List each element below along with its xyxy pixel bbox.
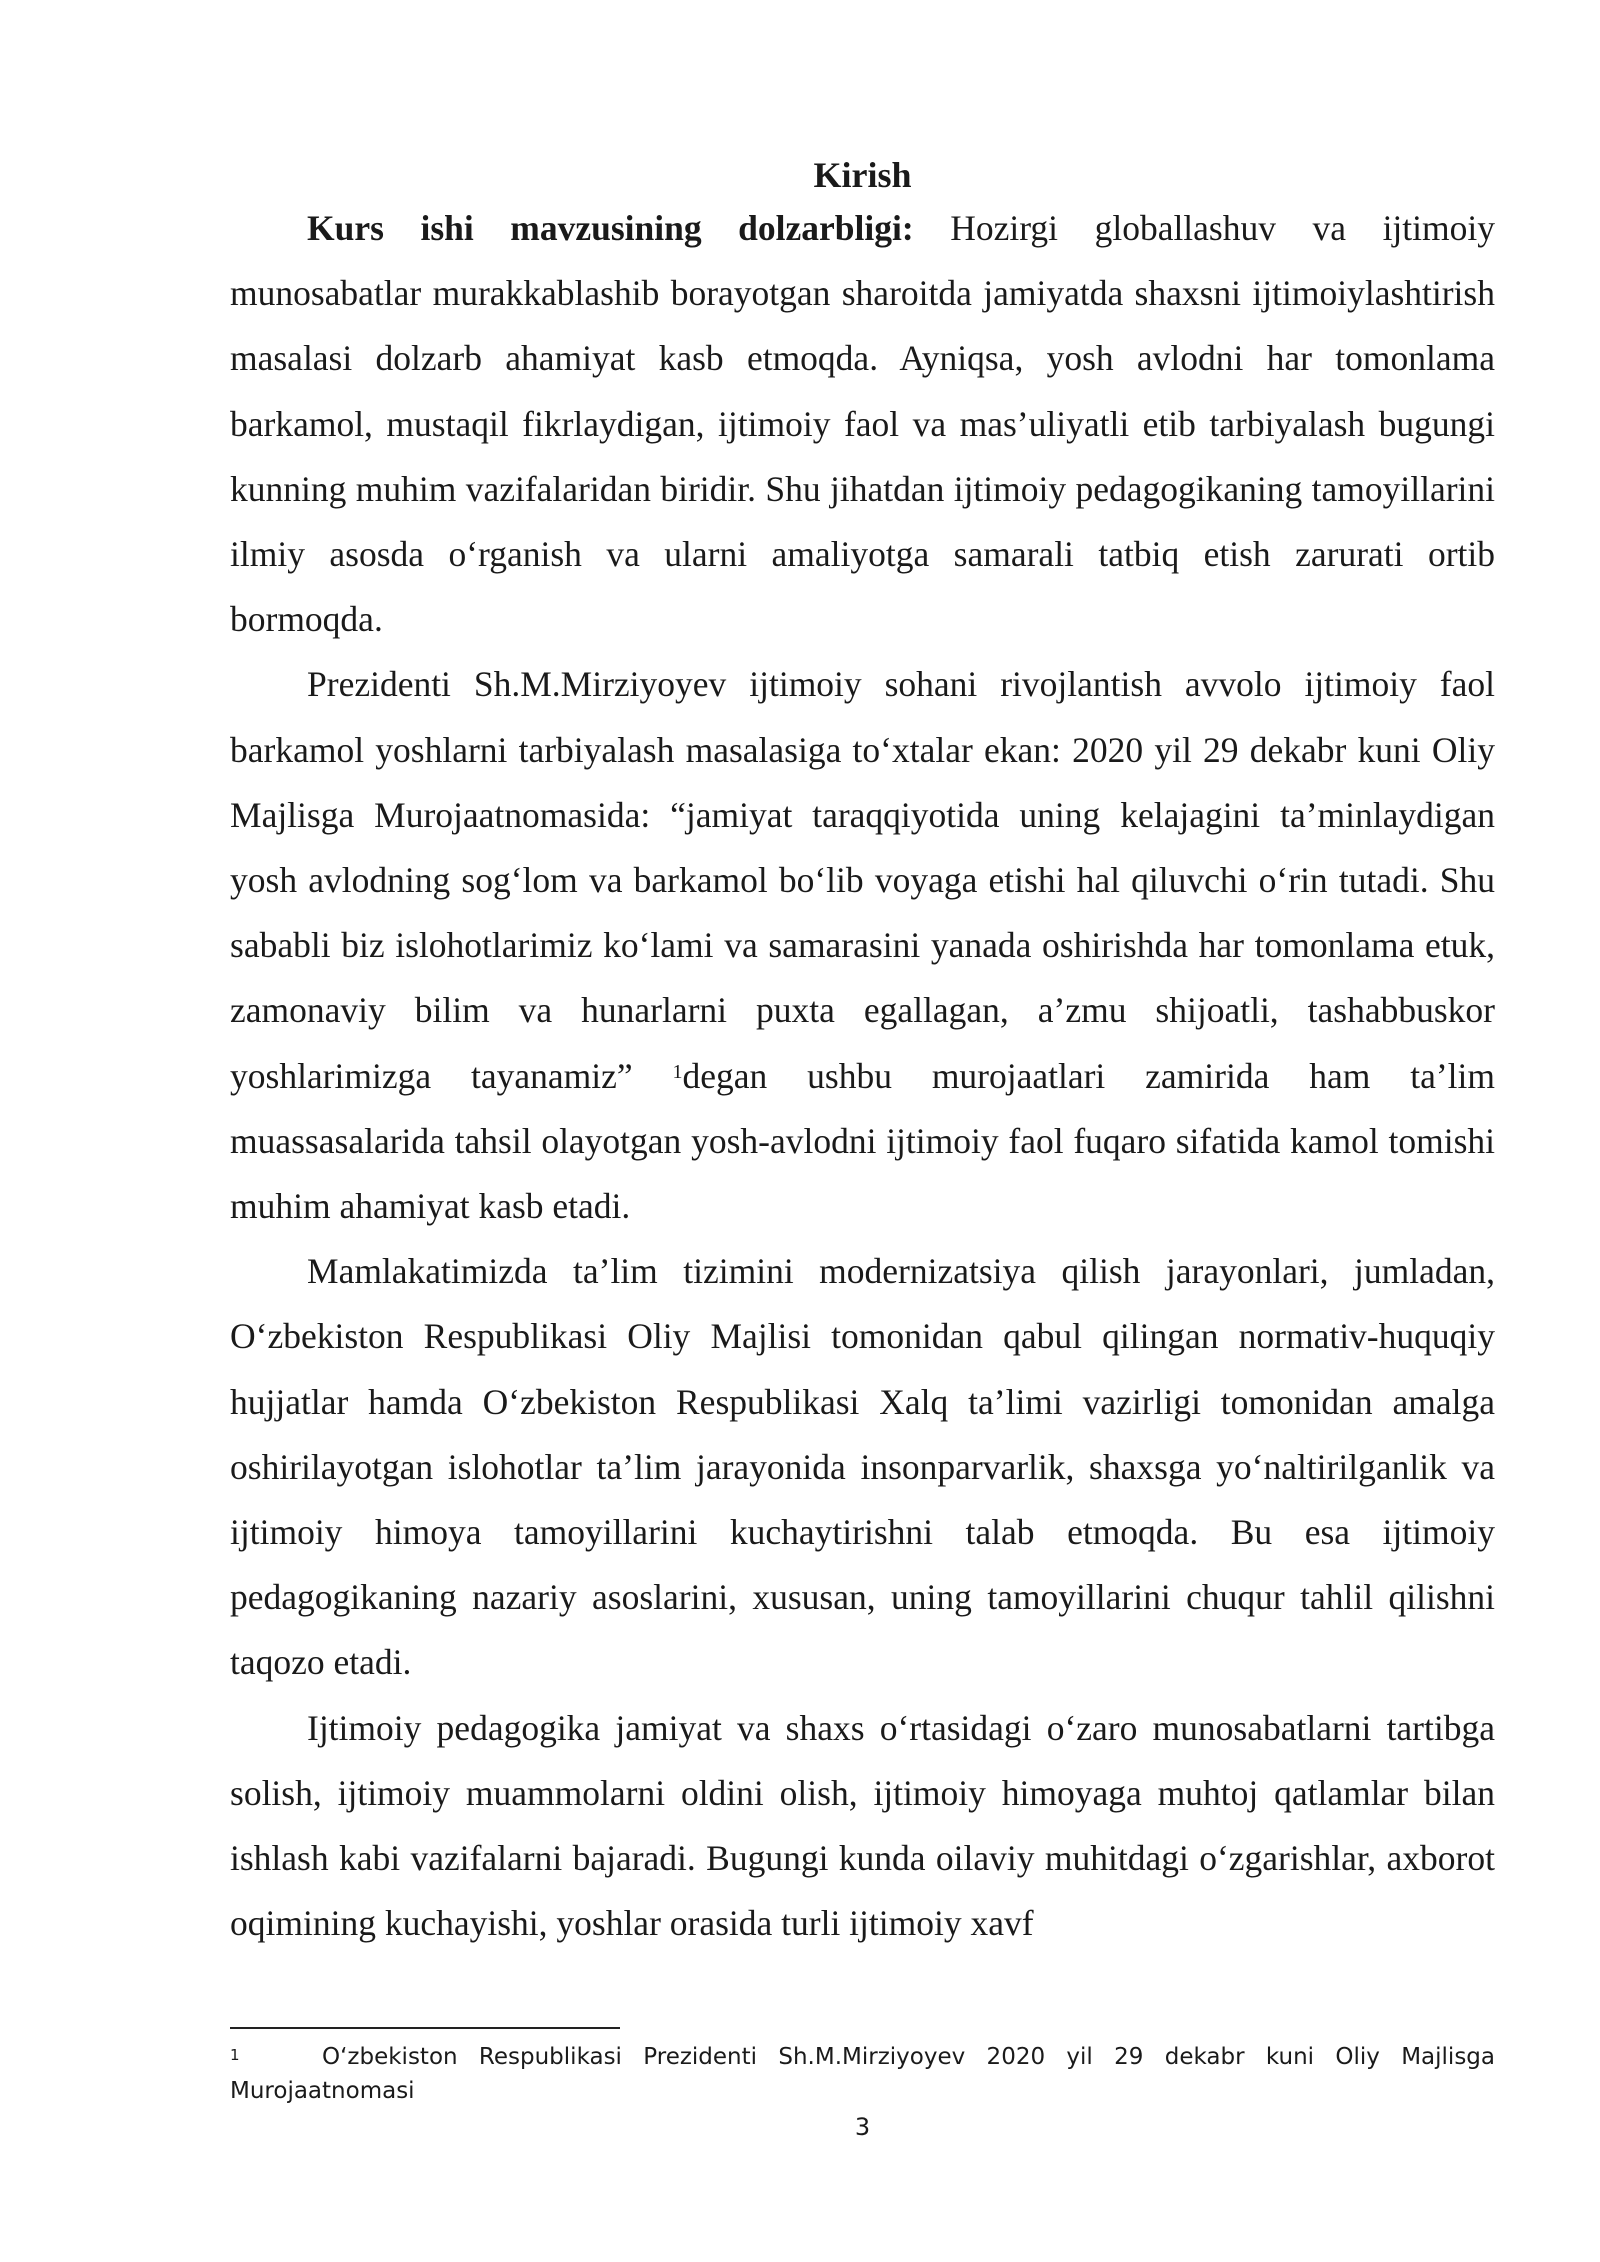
- paragraph-text: Ijtimoiy pedagogika jamiyat va shaxs o‘rtasidagi o‘zaro munosabatlarni tartibga solish, ijtimoiy muammolarni oldini olish, ijtimoiy himoyaga muhtoj qatlamlar bilan ishlash kabi vazifalarni bajaradi. Bugungi kunda oilaviy muhitdagi o‘zgarishlar, axborot oqimining kuchayishi, yoshlar orasida turli ijtimoiy xavf: [230, 1707, 1495, 1944]
- paragraph-lead: Kurs ishi mavzusining dolzarbligi:: [307, 208, 914, 248]
- paragraph-president-quote: [230, 652, 1495, 1239]
- page-number: 3: [854, 2113, 871, 2141]
- paragraph-text: Mamlakatimizda ta’lim tizimini modernizatsiya qilish jarayonlari, jumladan, O‘zbekiston Respublikasi Oliy Majlisi tomonidan qabul qilingan normativ-huquqiy hujjatlar hamda O‘zbekiston Respublikasi Xalq ta’limi vazirligi tomonidan amalga oshirilayotgan islohotlar ta’lim jarayonida insonparvarlik, shaxsga yo‘naltirilganlik va ijtimoiy himoya tamoyillarini kuchaytirishni talab etmoqda. Bu esa ijtimoiy pedagogikaning nazariy asoslarini, xususan, uning tamoyillarini chuqur tahlil qilishni taqozo etadi.: [230, 1251, 1495, 1683]
- section-title: Kirish: [813, 155, 912, 195]
- paragraph-text: Hozirgi globallashuv va ijtimoiy munosabatlar murakkablashib borayotgan sharoitda jamiyatda shaxsni ijtimoiylashtirish masalasi dolzarb ahamiyat kasb etmoqda. Ayniqsa, yosh avlodni har tomonlama barkamol, mustaqil fikrlaydigan, ijtimoiy faol va mas’uliyatli etib tarbiyalash bugungi kunning muhim vazifalaridan biridir. Shu jihatdan ijtimoiy pedagogikaning tamoyillarini ilmiy asosda o‘rganish va ularni amaliyotga samarali tatbiq etish zarurati ortib bormoqda.: [230, 208, 1495, 640]
- footnote-separator: [230, 2027, 620, 2029]
- footnote: [230, 2040, 1495, 2108]
- paragraph-modernization: [230, 1239, 1495, 1695]
- footnote-reference[interactable]: 1: [672, 1060, 683, 1083]
- footnote-text: O‘zbekiston Respublikasi Prezidenti Sh.M.Mirziyoyev 2020 yil 29 dekabr kuni Oliy Majlisga Murojaatnomasi: [230, 2044, 1495, 2104]
- body-text: [230, 196, 1495, 1956]
- paragraph-social-pedagogy: [230, 1696, 1495, 1957]
- paragraph-relevance: [230, 196, 1495, 652]
- paragraph-text: degan ushbu murojaatlari zamirida ham ta’lim muassasalarida tahsil olayotgan yosh-avlodni ijtimoiy faol fuqaro sifatida kamol tomishi muhim ahamiyat kasb etadi.: [230, 1055, 1495, 1227]
- footnote-number: 1: [230, 2046, 240, 2064]
- paragraph-text: Prezidenti Sh.M.Mirziyoyev ijtimoiy sohani rivojlantish avvolo ijtimoiy faol barkamol yoshlarni tarbiyalash masalasiga to‘xtalar ekan: 2020 yil 29 dekabr kuni Oliy Majlisga Murojaatnomasida: “jamiyat taraqqiyotida uning kelajagini ta’minlaydigan yosh avlodning sog‘lom va barkamol bo‘lib voyaga etishi hal qiluvchi o‘rin tutadi. Shu sababli biz islohotlarimiz ko‘lami va samarasini yanada oshirishda har tomonlama etuk, zamonaviy bilim va hunarlarni puxta egallagan, a’zmu shijoatli, tashabbuskor yoshlarimizga tayanamiz”: [230, 664, 1495, 1096]
